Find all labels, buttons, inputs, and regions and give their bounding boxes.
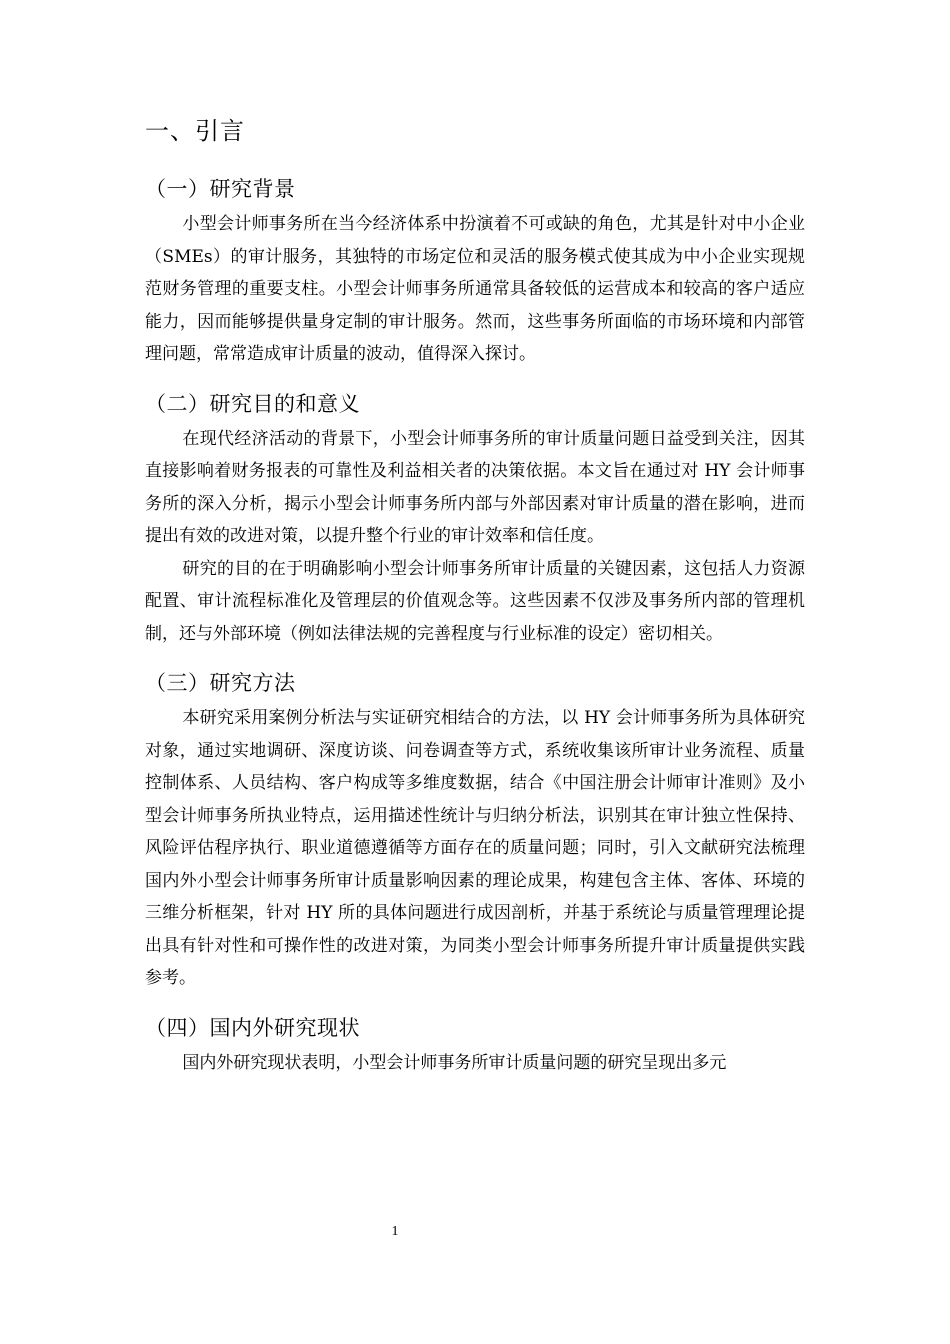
body-paragraph: 国内外研究现状表明，小型会计师事务所审计质量问题的研究呈现出多元 [182, 1052, 727, 1073]
section-heading: （二）研究目的和意义 [145, 391, 360, 416]
page-content [145, 112, 805, 1093]
section-heading: （四）国内外研究现状 [145, 1015, 360, 1040]
section-heading: （一）研究背景 [145, 177, 296, 201]
body-paragraph: 在现代经济活动的背景下，小型会计师事务所的审计质量问题日益受到关注，因其直接影响着财务报表的可靠性及利益相关者的决策依据。本文旨在通过对 HY 会计师事务所的深入分析，揭示小型会计师事务所内部与外部因素对审计质量的潜在影响，进而提出有效的改进对策，以提升整个行业的审计效率和信任度。 [145, 428, 805, 546]
body-paragraph: 本研究采用案例分析法与实证研究相结合的方法，以 HY 会计师事务所为具体研究对象，通过实地调研、深度访谈、问卷调查等方式，系统收集该所审计业务流程、质量控制体系、人员结构、客户构成等多维度数据，结合《中国注册会计师审计准则》及小型会计师事务所执业特点，运用描述性统计与归纳分析法，识别其在审计独立性保持、风险评估程序执行、职业道德遵循等方面存在的质量问题；同时，引入文献研究法梳理国内外小型会计师事务所审计质量影响因素的理论成果，构建包含主体、客体、环境的三维分析框架，针对 HY 所的具体问题进行成因剖析，并基于系统论与质量管理理论提出具有针对性和可操作性的改进对策，为同类小型会计师事务所提升审计质量提供实践参考。 [145, 708, 805, 988]
section-research-purpose [145, 385, 805, 651]
body-paragraph: 小型会计师事务所在当今经济体系中扮演着不可或缺的角色，尤其是针对中小企业（SMEs）的审计服务，其独特的市场定位和灵活的服务模式使其成为中小企业实现规范财务管理的重要支柱。小型会计师事务所通常具备较低的运营成本和较高的客户适应能力，因而能够提供量身定制的审计服务。然而，这些事务所面临的市场环境和内部管理问题，常常造成审计质量的波动，值得深入探讨。 [145, 214, 805, 364]
section-research-method [145, 664, 805, 995]
section-research-status [145, 1009, 805, 1080]
section-heading: （三）研究方法 [145, 671, 296, 695]
chapter-title: 一、引言 [145, 117, 245, 145]
body-paragraph: 研究的目的在于明确影响小型会计师事务所审计质量的关键因素，这包括人力资源配置、审计流程标准化及管理层的价值观念等。这些因素不仅涉及事务所内部的管理机制，还与外部环境（例如法律法规的完善程度与行业标准的设定）密切相关。 [145, 558, 805, 644]
page-number: 1 [391, 1224, 399, 1239]
section-research-background [145, 170, 805, 371]
